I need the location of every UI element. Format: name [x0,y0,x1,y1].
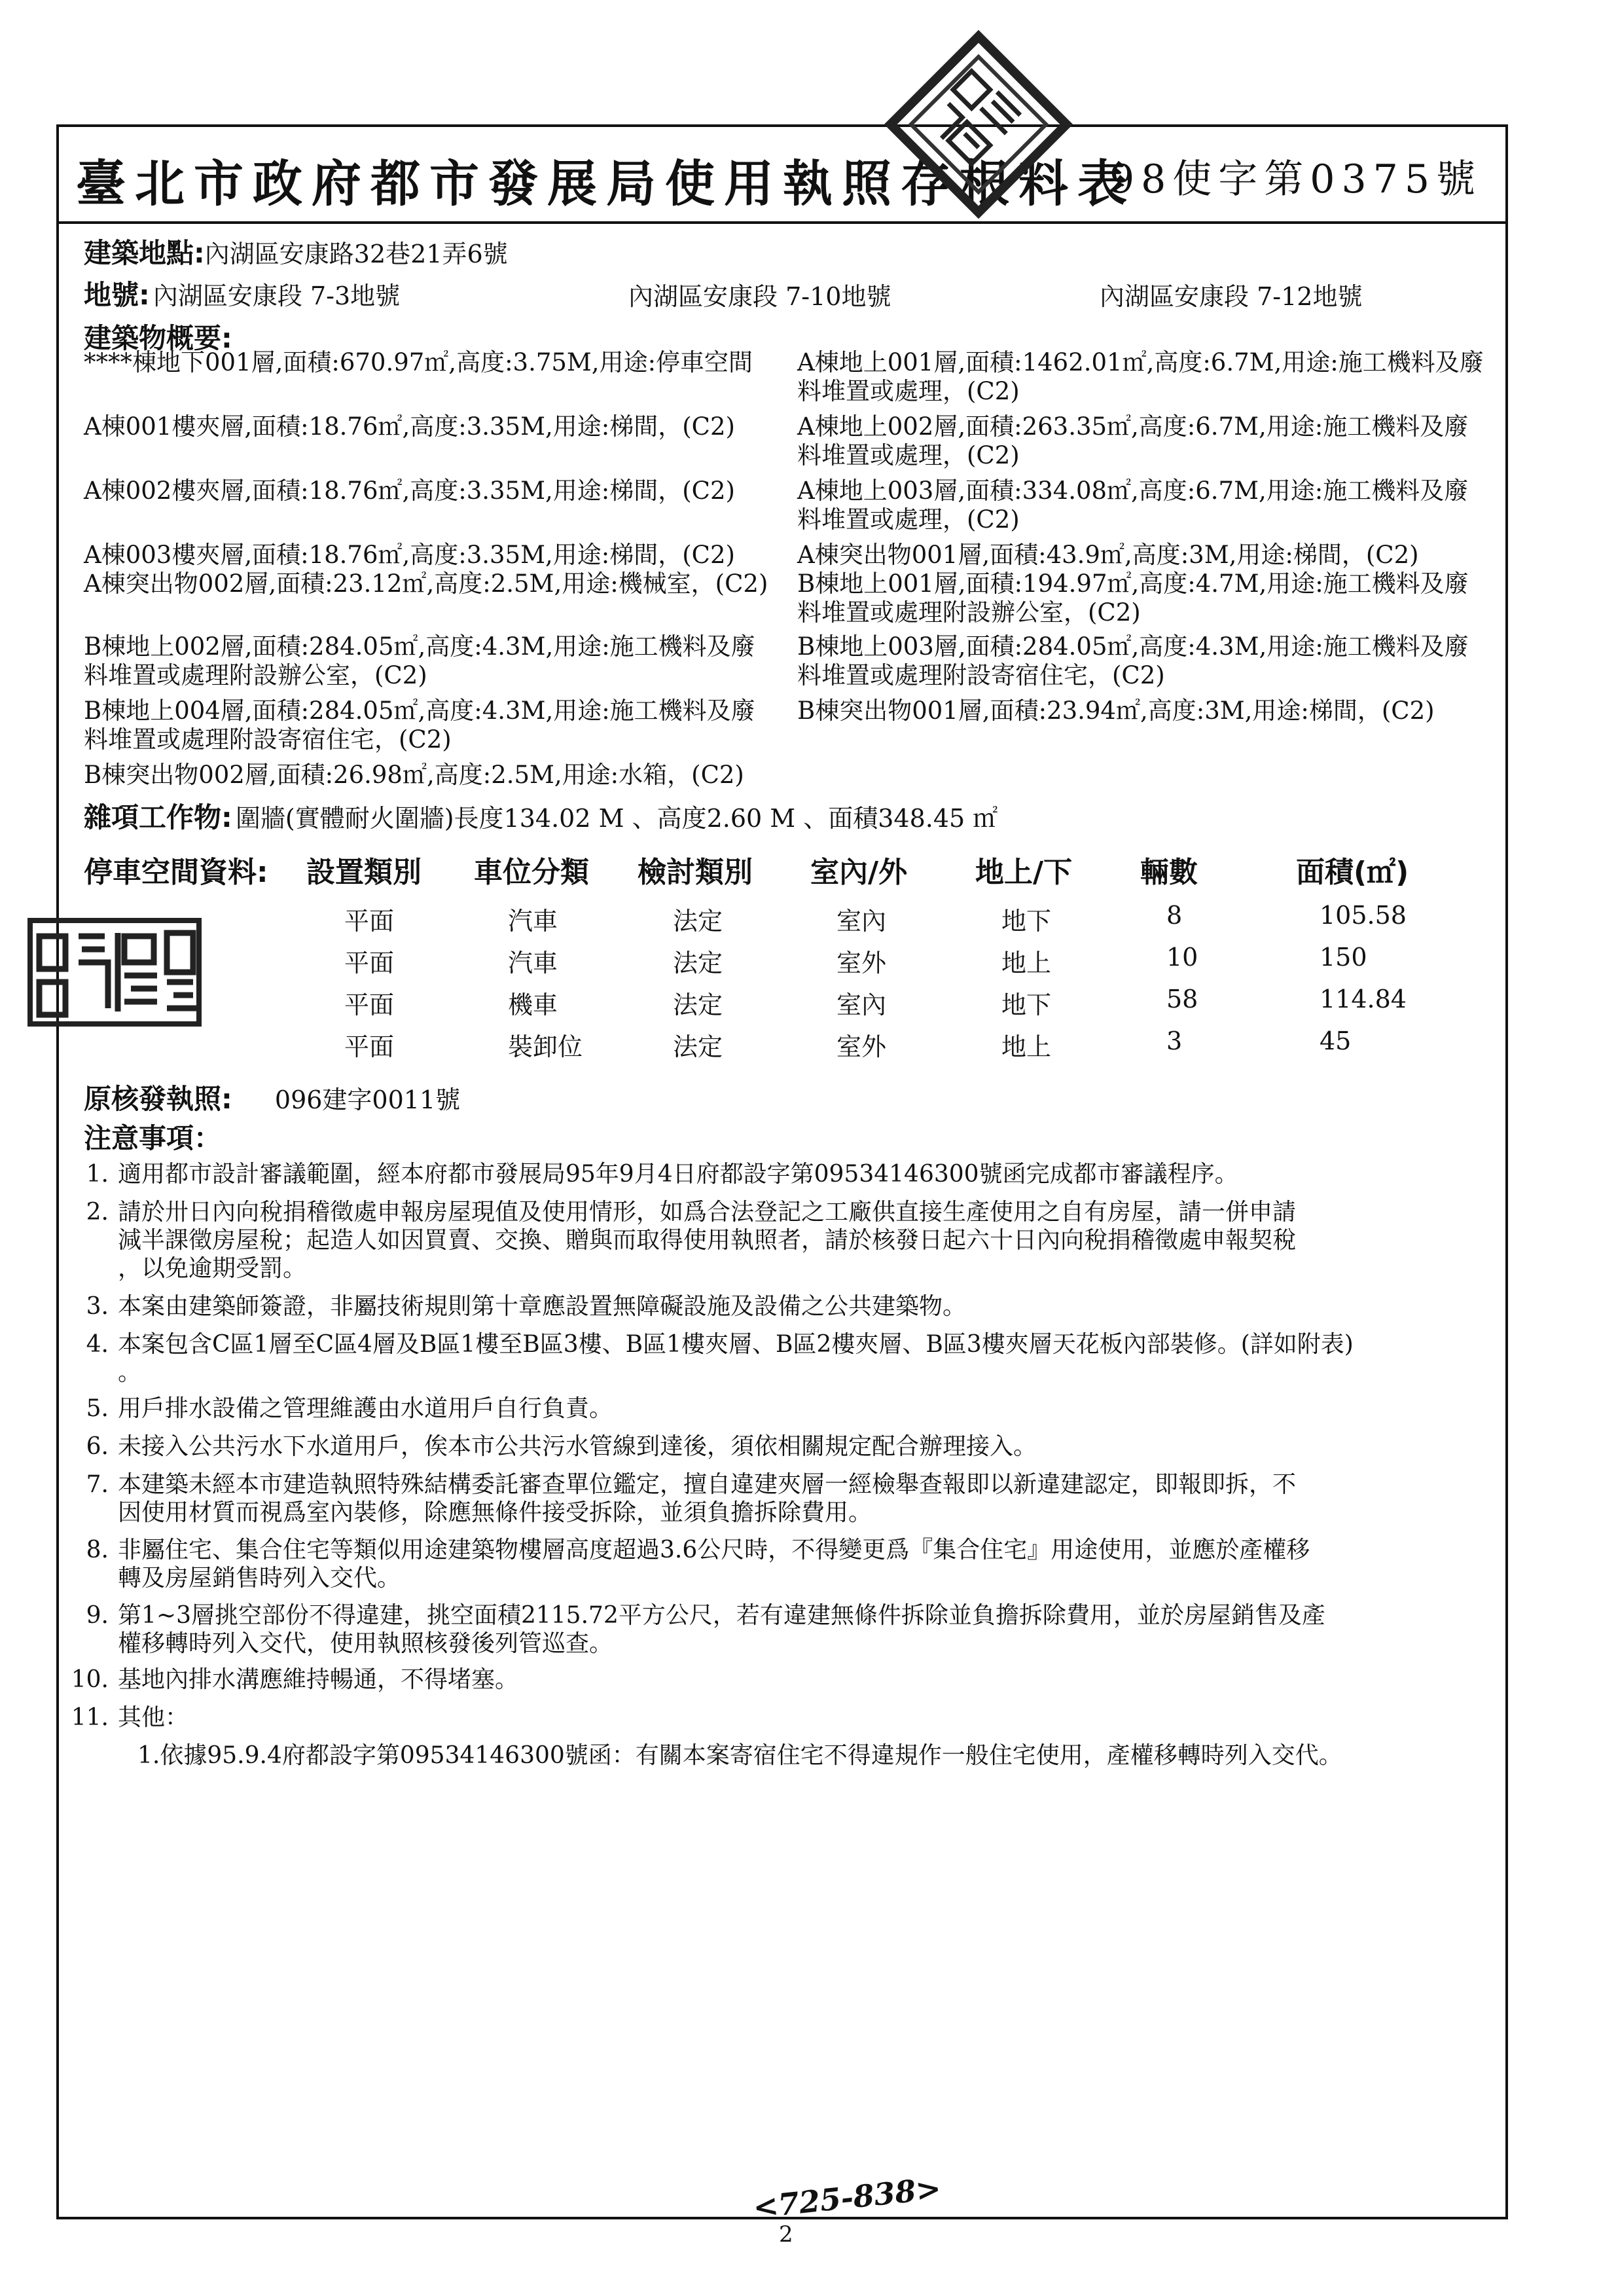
document-title: 臺北市政府都市發展局使用執照存根料表 [76,155,1136,213]
parking-cell: 114.84 [1320,985,1407,1013]
parking-cell: 汽車 [508,949,558,977]
overview-row: 料堆置或處理附設辦公室，(C2) [84,661,427,689]
parking-header: 地上/下 [975,856,1073,889]
parking-cell: 8 [1166,901,1183,930]
parking-cell: 室外 [836,949,887,977]
note-line: 未接入公共污水下水道用戶，俟本市公共污水管線到達後，須依相關規定配合辦理接入。 [118,1433,1037,1460]
overview-row: B棟突出物001層,面積:23.94㎡,高度:3M,用途:梯間，(C2) [797,697,1435,725]
note-number: 8. [86,1537,109,1563]
site-label: 建築地點: [84,237,205,269]
note-line: ，以免逾期受罰。 [118,1255,307,1282]
parking-cell: 平面 [344,907,395,936]
parking-cell: 150 [1320,943,1367,972]
note-number: 3. [86,1293,109,1320]
overview-row: B棟地上004層,面積:284.05㎡,高度:4.3M,用途:施工機料及廢 [84,697,755,725]
overview-row: 料堆置或處理附設寄宿住宅，(C2) [797,661,1165,689]
note-line: 減半課徵房屋稅；起造人如因買賣、交換、贈與而取得使用執照者，請於核發日起六十日內向稅捐稽徵處申報契稅 [118,1227,1297,1254]
parking-cell: 法定 [673,907,723,936]
note-line: 本案包含C區1層至C區4層及B區1樓至B區3樓、B區1樓夾層、B區2樓夾層、B區3樓夾層天花板內部裝修。(詳如附表) [118,1331,1354,1358]
margin-stamp [26,917,203,1028]
site-section [84,232,508,271]
parking-cell: 3 [1166,1027,1183,1055]
overview-row: A棟突出物002層,面積:23.12㎡,高度:2.5M,用途:機械室，(C2) [84,570,768,598]
original-permit-section [84,1078,460,1117]
parking-cell: 機車 [508,991,558,1019]
overview-row: A棟突出物001層,面積:43.9㎡,高度:3M,用途:梯間，(C2) [797,541,1419,569]
parking-cell: 平面 [344,949,395,977]
handwritten-reference: <725-838> [751,2170,943,2225]
lot-section [84,274,400,313]
parking-header: 車位分類 [474,856,589,889]
note-number: 6. [86,1433,109,1460]
overview-row: A棟001樓夾層,面積:18.76㎡,高度:3.35M,用途:梯間，(C2) [84,412,735,441]
note-number: 10. [71,1666,109,1693]
lot-value-1: 內湖區安康段 7-3地號 [153,282,401,310]
parking-cell: 平面 [344,1032,395,1061]
parking-cell: 105.58 [1320,901,1407,930]
note-number: 5. [86,1395,109,1422]
permit-number: 98使字第0375號 [1109,156,1482,202]
parking-cell: 地下 [1001,907,1052,936]
note-line: 第1~3層挑空部份不得違建，挑空面積2115.72平方公尺，若有違建無條件拆除並負擔拆除費用，並於房屋銷售及產 [118,1602,1325,1629]
note-line: 請於卅日內向稅捐稽徵處申報房屋現值及使用情形，如爲合法登記之工廠供直接生產使用之自有房屋，請一併申請 [118,1199,1297,1226]
overview-row: A棟003樓夾層,面積:18.76㎡,高度:3.35M,用途:梯間，(C2) [84,541,735,569]
overview-row: B棟地上003層,面積:284.05㎡,高度:4.3M,用途:施工機料及廢 [797,632,1469,661]
document-header [56,124,1508,224]
note-line: 本建築未經本市建造執照特殊結構委託審查單位鑑定，擅自違建夾層一經檢舉查報即以新違建認定，即報即拆，不 [118,1471,1297,1498]
parking-cell: 法定 [673,949,723,977]
misc-label: 雜項工作物: [84,801,232,833]
parking-header: 面積(㎡) [1296,856,1409,889]
lot-label: 地號: [84,279,150,311]
page-number: 2 [779,2221,793,2248]
note-line: 因使用材質而視爲室內裝修，除應無條件接受拆除，並須負擔拆除費用。 [118,1499,872,1526]
parking-header: 室內/外 [810,856,908,889]
overview-label: 建築物概要: [84,322,232,354]
parking-cell: 室內 [836,907,887,936]
note-line: 非屬住宅、集合住宅等類似用途建築物樓層高度超過3.6公尺時，不得變更爲『集合住宅』用途使用，並應於產權移 [118,1537,1310,1563]
overview-row: 料堆置或處理附設寄宿住宅，(C2) [84,725,452,754]
overview-row: ****棟地下001層,面積:670.97㎡,高度:3.75M,用途:停車空間 [84,348,753,376]
note-line: 1.依據95.9.4府都設字第09534146300號函：有關本案寄宿住宅不得違規作一般住宅使用，產權移轉時列入交代。 [137,1742,1342,1769]
overview-row: A棟地上003層,面積:334.08㎡,高度:6.7M,用途:施工機料及廢 [797,477,1469,505]
note-line: 基地內排水溝應維持暢通，不得堵塞。 [118,1666,519,1693]
parking-cell: 法定 [673,1032,723,1061]
parking-cell: 58 [1166,985,1198,1013]
note-line: 權移轉時列入交代，使用執照核發後列管巡查。 [118,1630,613,1657]
note-number: 11. [71,1704,109,1731]
parking-cell: 地下 [1001,991,1052,1019]
note-number: 4. [86,1331,109,1358]
note-number: 7. [86,1471,109,1498]
parking-cell: 室外 [836,1032,887,1061]
parking-cell: 法定 [673,991,723,1019]
parking-cell: 45 [1320,1027,1352,1055]
notes-label: 注意事項： [84,1122,222,1154]
original-permit-value: 096建字0011號 [274,1085,461,1114]
overview-row: 料堆置或處理，(C2) [797,441,1020,469]
misc-section [84,796,998,835]
overview-row: B棟地上002層,面積:284.05㎡,高度:4.3M,用途:施工機料及廢 [84,632,755,661]
overview-row: A棟002樓夾層,面積:18.76㎡,高度:3.35M,用途:梯間，(C2) [84,477,735,505]
misc-value: 圍牆(實體耐火圍牆)長度134.02 M 、高度2.60 M 、面積348.45 ㎡ [235,804,998,833]
site-value: 內湖區安康路32巷21弄6號 [204,240,508,268]
parking-label: 停車空間資料: [84,856,268,889]
overview-row: 料堆置或處理附設辦公室，(C2) [797,598,1141,627]
parking-cell: 地上 [1001,1032,1052,1061]
lot-value-3: 內湖區安康段 7-12地號 [1100,282,1363,311]
parking-cell: 裝卸位 [508,1032,583,1061]
overview-row: A棟地上002層,面積:263.35㎡,高度:6.7M,用途:施工機料及廢 [797,412,1469,441]
note-line: 。 [118,1359,142,1386]
parking-header: 輛數 [1140,856,1198,889]
parking-cell: 地上 [1001,949,1052,977]
original-permit-label: 原核發執照: [84,1083,232,1115]
note-number: 9. [86,1602,109,1629]
note-number: 2. [86,1199,109,1226]
overview-row: 料堆置或處理，(C2) [797,377,1020,405]
overview-row: B棟地上001層,面積:194.97㎡,高度:4.7M,用途:施工機料及廢 [797,570,1469,598]
overview-row: B棟突出物002層,面積:26.98㎡,高度:2.5M,用途:水箱，(C2) [84,761,744,789]
note-number: 1. [86,1161,109,1188]
parking-header: 檢討類別 [638,856,753,889]
note-line: 適用都市設計審議範圍，經本府都市發展局95年9月4日府都設字第09534146300號函完成都市審議程序。 [118,1161,1238,1188]
parking-cell: 室內 [836,991,887,1019]
note-line: 轉及房屋銷售時列入交代。 [118,1565,401,1592]
parking-header: 設置類別 [306,856,422,889]
note-line: 其他： [118,1704,189,1731]
overview-row: A棟地上001層,面積:1462.01㎡,高度:6.7M,用途:施工機料及廢 [797,348,1484,376]
overview-row: 料堆置或處理，(C2) [797,505,1020,534]
official-seal-stamp [871,26,1087,223]
note-line: 本案由建築師簽證，非屬技術規則第十章應設置無障礙設施及設備之公共建築物。 [118,1293,967,1320]
note-line: 用戶排水設備之管理維護由水道用戶自行負責。 [118,1395,613,1422]
parking-cell: 平面 [344,991,395,1019]
parking-cell: 10 [1166,943,1198,972]
lot-value-2: 內湖區安康段 7-10地號 [628,282,891,311]
parking-cell: 汽車 [508,907,558,936]
